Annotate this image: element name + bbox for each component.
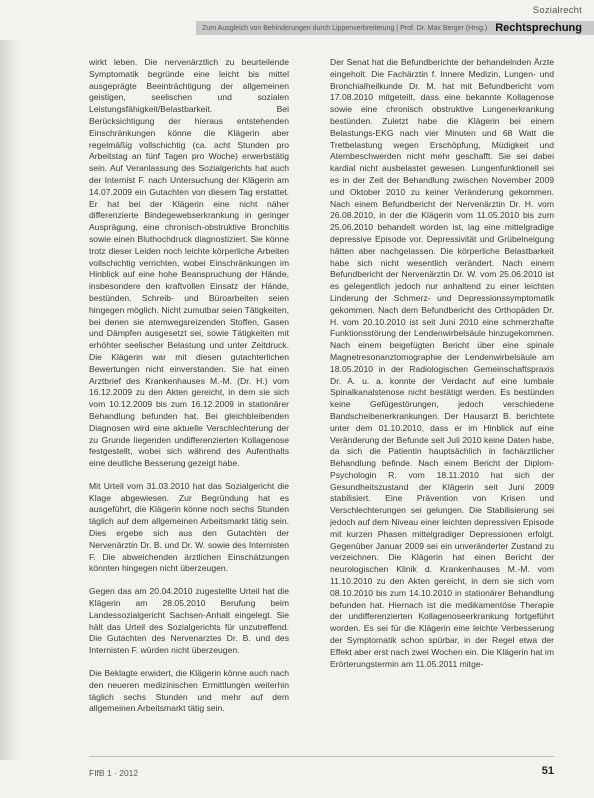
footer-divider — [89, 756, 554, 757]
paragraph: wirkt leben. Die nervenärztlich zu beurteilende Symptomatik begründe eine leicht bis mittel ausgeprägte Beeinträchtigung der allgemeinen geistigen, seelischen und sozialen Leistungsfähigkeit/Belastbarkeit. Bei Berücksichtigung der hieraus entstehenden Einschränkungen könne die Klägerin aber regelmäßig vollschichtig (ca. acht Stunden pro Arbeitstag an fünf Tagen pro Woche) erwerbstätig sein. Auf Veranlassung des Sozialgerichts hat auch der Internist F. nach Untersuchung der Klägerin am 14.07.2009 ein Gutachten von diesem Tag erstattet. Er hat bei der Klägerin eine nicht näher differenzierte Bindegewebserkrankung in geringer Ausprägung, eine chronisch-obstruktive Bronchitis sowie einen Bluthochdruck diagnostiziert. Sie könne trotz dieser Leiden noch leichte körperliche Arbeiten vollschichtig verrichten, wobei Einschränkungen im Hinblick auf eine hohe Beanspruchung der Hände, insbesondere den kraftvollen Einsatz der Hände, bestünden. Schreib- und Büroarbeiten seien hingegen möglich. Nicht zumutbar seien Tätigkeiten, bei denen sie atemwegsreizenden Stoffen, Gasen und Dämpfen ausgesetzt sei, sowie Tätigkeiten mit erhöhter seelischer Belastung und unter Zeitdruck. Die Klägerin war mit diesen gutachterlichen Bewertungen nicht einverstanden. Sie hat einen Arztbrief des Krankenhauses M.-M. (Dr. H.) vom 16.12.2009 zu den Akten gereicht, in dem sie sich vom 10.12.2009 bis zum 16.12.2009 in stationärer Behandlung befunden hat. Bei gleichbleibenden Diagnosen wird eine aktuelle Verschlechterung der zu Grunde liegenden undifferenzierten Kollagenose festgestellt, wobei sich während des Aufenthalts eine deutliche Besserung gezeigt habe. — [89, 57, 289, 469]
header-title: Rechtsprechung — [495, 22, 582, 34]
journal-issue: FIfB 1 · 2012 — [89, 768, 139, 778]
paragraph: Der Senat hat die Befundberichte der behandelnden Ärzte eingeholt. Die Fachärztin f. Innere Medizin, Lungen- und Bronchialheilkunde Dr. M. hat mit Befundbericht vom 17.08.2010 mitgeteilt, dass eine bekannte Kollagenose sowie eine chronisch obstruktive Lungenerkrankung bestünden. Zuletzt habe die Klägerin bei einem Belastungs-EKG nach vier Minuten und 68 Watt die Tretbelastung wegen Erschöpfung, Müdigkeit und Atembeschwerden nicht mehr geschafft. Sie sei dabei kardial nicht ausbelastet gewesen. Lungenfunktionell sei es in der Zeit der Behandlung zwischen November 2009 und Oktober 2010 zu keiner Veränderung gekommen. Nach einem Befundbericht der Nervenärztin Dr. H. vom 26.08.2010, in der die Klägerin vom 11.05.2010 bis zum 25.06.2010 behandelt worden ist, lag eine mittelgradige depressive Episode vor. Depressivität und Grübelneigung hätten aber nachgelassen. Die körperliche Belastbarkeit habe sich nicht wesentlich verändert. Nach einem Befundbericht der Nervenärztin Dr. W. vom 25.06.2010 ist es gelegentlich jedoch nur anhaltend zu einer leichten Linderung der Schmerz- und Depressionssymptomatik gekommen. Nach dem Befundbericht des Orthopäden Dr. H. vom 20.10.2010 ist seit Juni 2010 eine schmerzhafte Funktionsstörung der Lendenwirbelsäule hinzugekommen. Nach einem beigefügten Bericht über eine spinale Magnetresonanztomographie der Lendenwirbelsäule am 18.05.2010 in der Radiologischen Gemeinschaftspraxis Dr. A. u. a. konnte der Verdacht auf eine lumbale Spinalkanalstenose nicht bestätigt werden. Es bestünden keine Gefügestörungen, jedoch verschiedene Bandscheibenerkrankungen. Der Hausarzt B. berichtete unter dem 01.10.2010, dass er im Hinblick auf eine Veränderung der Befunde seit Juli 2010 keine Daten habe, da sich die Patientin hauptsächlich in fachärztlicher Behandlung befinde. Nach einem Bericht der Diplom-Psychologin R. vom 18.11.2010 hat sich der Gesundheitszustand der Klägerin seit Juni 2009 stabilisiert. Eine Prävention von Krisen und Verschlechterungen sei gelungen. Die Stabilisierung sei jedoch auf dem Niveau einer leichten depressiven Episode mit kurzen Phasen mittelgradiger Depressionen erfolgt. Gegenüber Januar 2009 sei ein unveränderter Zustand zu verzeichnen. Die Klägerin hat einen Bericht der neurologischen Klinik d. Krankenhauses M.-M. vom 11.10.2010 zu den Akten gereicht, in dem sie sich vom 08.10.2010 bis zum 14.10.2010 in stationärer Behandlung befunden hat. Hiernach ist die medikamentöse Therapie der undifferenzierten Kollagenoseerkrankung fortgeführt worden. Es sei für die Klägerin eine leichte Verbesserung der Symptomatik schon spürbar, in der Regel etwa der Effekt aber erst nach zwei Wochen ein. Die Klägerin hat im Erörterungstermin am 11.05.2011 mitge- — [330, 57, 554, 669]
header-subtitle: Zum Ausgleich von Behinderungen durch Lippenverbreiterung | Prof. Dr. Max Berger (Hrsg.) — [202, 24, 488, 32]
left-text-column — [89, 57, 289, 747]
header-bar — [196, 21, 594, 35]
section-label: Sozialrecht — [532, 5, 582, 16]
right-text-column — [330, 57, 554, 747]
page-gutter-shadow — [0, 40, 22, 760]
paragraph: Gegen das am 20.04.2010 zugestellte Urteil hat die Klägerin am 28.05.2010 Berufung beim Landessozialgericht Sachsen-Anhalt eingelegt. Sie hält das Urteil des Sozialgerichts für unzutreffend. Die Gutachten des Nervenarztes Dr. B. und des Internisten F. würden nicht überzeugen. — [89, 586, 289, 656]
page-number: 51 — [541, 765, 554, 777]
paragraph: Die Beklagte erwidert, die Klägerin könne auch nach den neueren medizinischen Ermittlungen weiterhin täglich sechs Stunden und mehr auf dem allgemeinen Arbeitsmarkt tätig sein. — [89, 668, 289, 714]
paragraph: Mit Urteil vom 31.03.2010 hat das Sozialgericht die Klage abgewiesen. Zur Begründung hat es ausgeführt, die Klägerin könne noch sechs Stunden täglich auf dem allgemeinen Arbeitsmarkt tätig sein. Dies ergebe sich aus den Gutachten der Nervenärztin Dr. B. und Dr. W. sowie des Internisten F. Die abweichenden ärztlichen Einschätzungen könnten hingegen nicht überzeugen. — [89, 480, 289, 574]
